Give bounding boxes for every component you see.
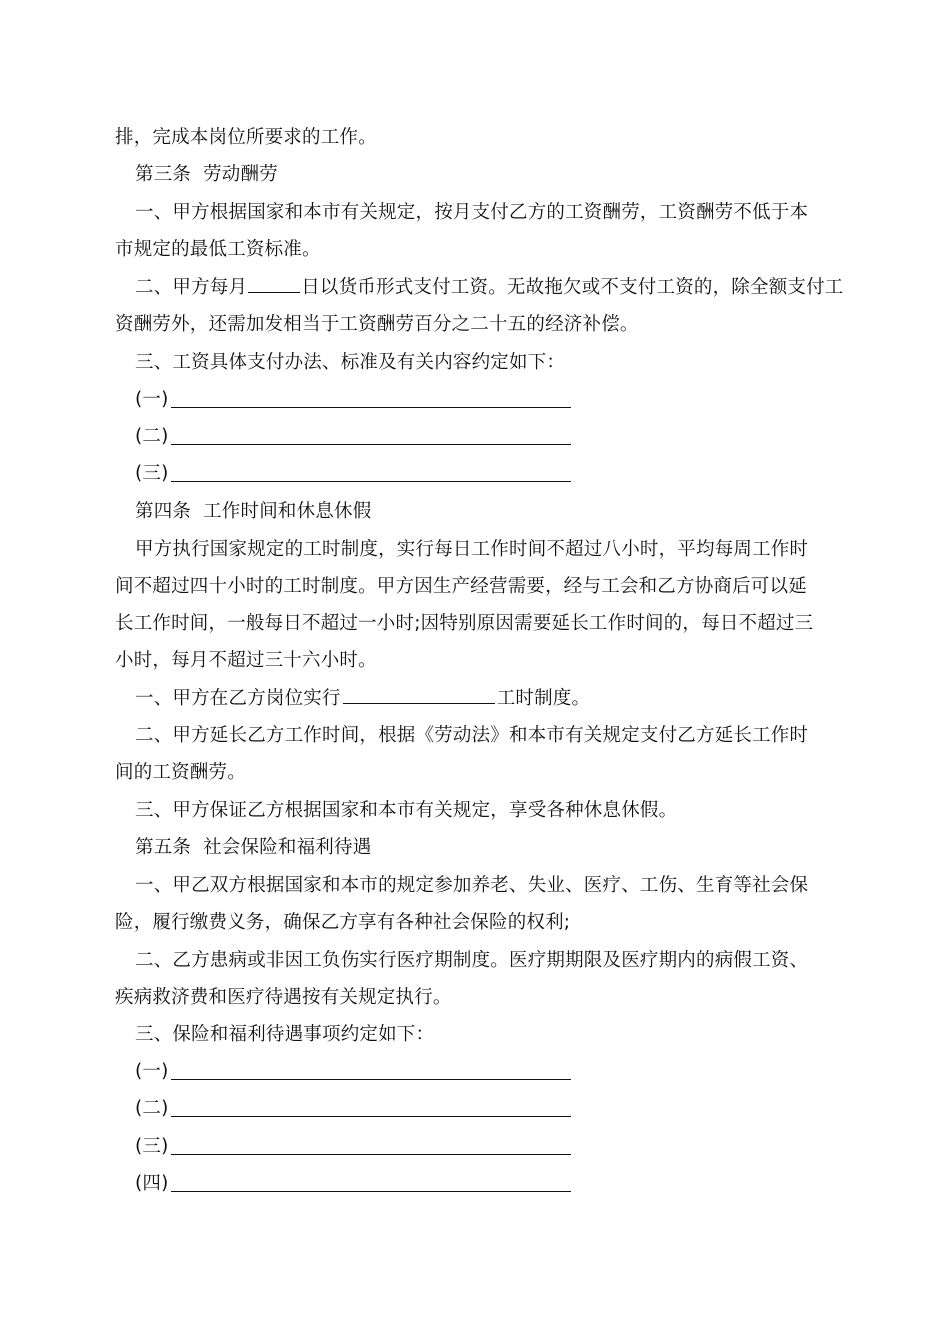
paragraph-line: 一、甲方根据国家和本市有关规定，按月支付乙方的工资酬劳，工资酬劳不低于本 [135,202,809,223]
paragraph-line: 三、工资具体支付办法、标准及有关内容约定如下： [135,352,566,373]
pay-day-blank[interactable] [248,291,300,293]
paragraph-line: 三、保险和福利待遇事项约定如下： [135,1024,435,1045]
fill-in-blank[interactable] [171,1190,571,1192]
paragraph-text: 工时制度。 [496,688,591,709]
article-number: 第四条 [135,501,192,522]
fill-in-blank[interactable] [171,1153,571,1155]
fill-in-blank[interactable] [171,406,571,408]
work-hours-blank[interactable] [343,702,495,704]
item-label: (四) [135,1173,169,1194]
paragraph-line: 二、甲方延长乙方工作时间，根据《劳动法》和本市有关规定支付乙方延长工作时 [135,725,809,746]
paragraph-line [135,686,860,712]
paragraph-line: 间不超过四十小时的工时制度。甲方因生产经营需要，经与工会和乙方协商后可以延 [115,576,807,597]
welfare-item-1 [135,1059,860,1085]
wage-item-3 [135,461,860,487]
item-label: (二) [135,1098,169,1119]
welfare-item-3 [135,1134,860,1160]
paragraph-line: 二、乙方患病或非因工负伤实行医疗期制度。医疗期期限及医疗期内的病假工资、 [135,950,809,971]
fill-in-blank[interactable] [171,443,571,445]
paragraph-text: 二、甲方每月 [135,277,248,298]
article-number: 第五条 [135,837,192,858]
paragraph-line: 三、甲方保证乙方根据国家和本市有关规定，享受各种休息休假。 [135,800,678,821]
article-title: 社会保险和福利待遇 [203,837,372,858]
article-number: 第三条 [135,164,192,185]
paragraph-line: 市规定的最低工资标准。 [115,239,321,260]
paragraph-text: 一、甲方在乙方岗位实行 [135,688,341,709]
fill-in-blank[interactable] [171,1115,571,1117]
item-label: (一) [135,1061,169,1082]
paragraph-line: 排，完成本岗位所要求的工作。 [115,127,377,148]
article-5-heading [135,835,860,861]
article-title: 工作时间和休息休假 [203,501,372,522]
article-title: 劳动酬劳 [203,164,278,185]
article-4-heading [135,499,860,525]
paragraph-line: 小时，每月不超过三十六小时。 [115,650,377,671]
paragraph-line: 险，履行缴费义务，确保乙方享有各种社会保险的权利; [115,912,571,933]
item-label: (一) [135,389,169,410]
paragraph-line: 间的工资酬劳。 [115,762,246,783]
paragraph-line: 一、甲乙双方根据国家和本市的规定参加养老、失业、医疗、工伤、生育等社会保 [135,875,809,896]
fill-in-blank[interactable] [171,480,571,482]
paragraph-line [135,275,860,301]
item-label: (三) [135,1136,169,1157]
paragraph-line: 长工作时间，一般每日不超过一小时;因特别原因需要延长工作时间的，每日不超过三 [115,613,814,634]
paragraph-text: 日以货币形式支付工资。无故拖欠或不支付工资的，除全额支付工 [301,277,844,298]
welfare-item-4 [135,1171,860,1197]
paragraph-line: 甲方执行国家规定的工时制度，实行每日工作时间不超过八小时，平均每周工作时 [135,539,809,560]
fill-in-blank[interactable] [171,1078,571,1080]
paragraph-line: 疾病救济费和医疗待遇按有关规定执行。 [115,987,452,1008]
wage-item-2 [135,424,860,450]
article-3-heading [135,162,860,188]
item-label: (二) [135,426,169,447]
wage-item-1 [135,387,860,413]
welfare-item-2 [135,1096,860,1122]
paragraph-line: 资酬劳外，还需加发相当于工资酬劳百分之二十五的经济补偿。 [115,314,639,335]
item-label: (三) [135,463,169,484]
